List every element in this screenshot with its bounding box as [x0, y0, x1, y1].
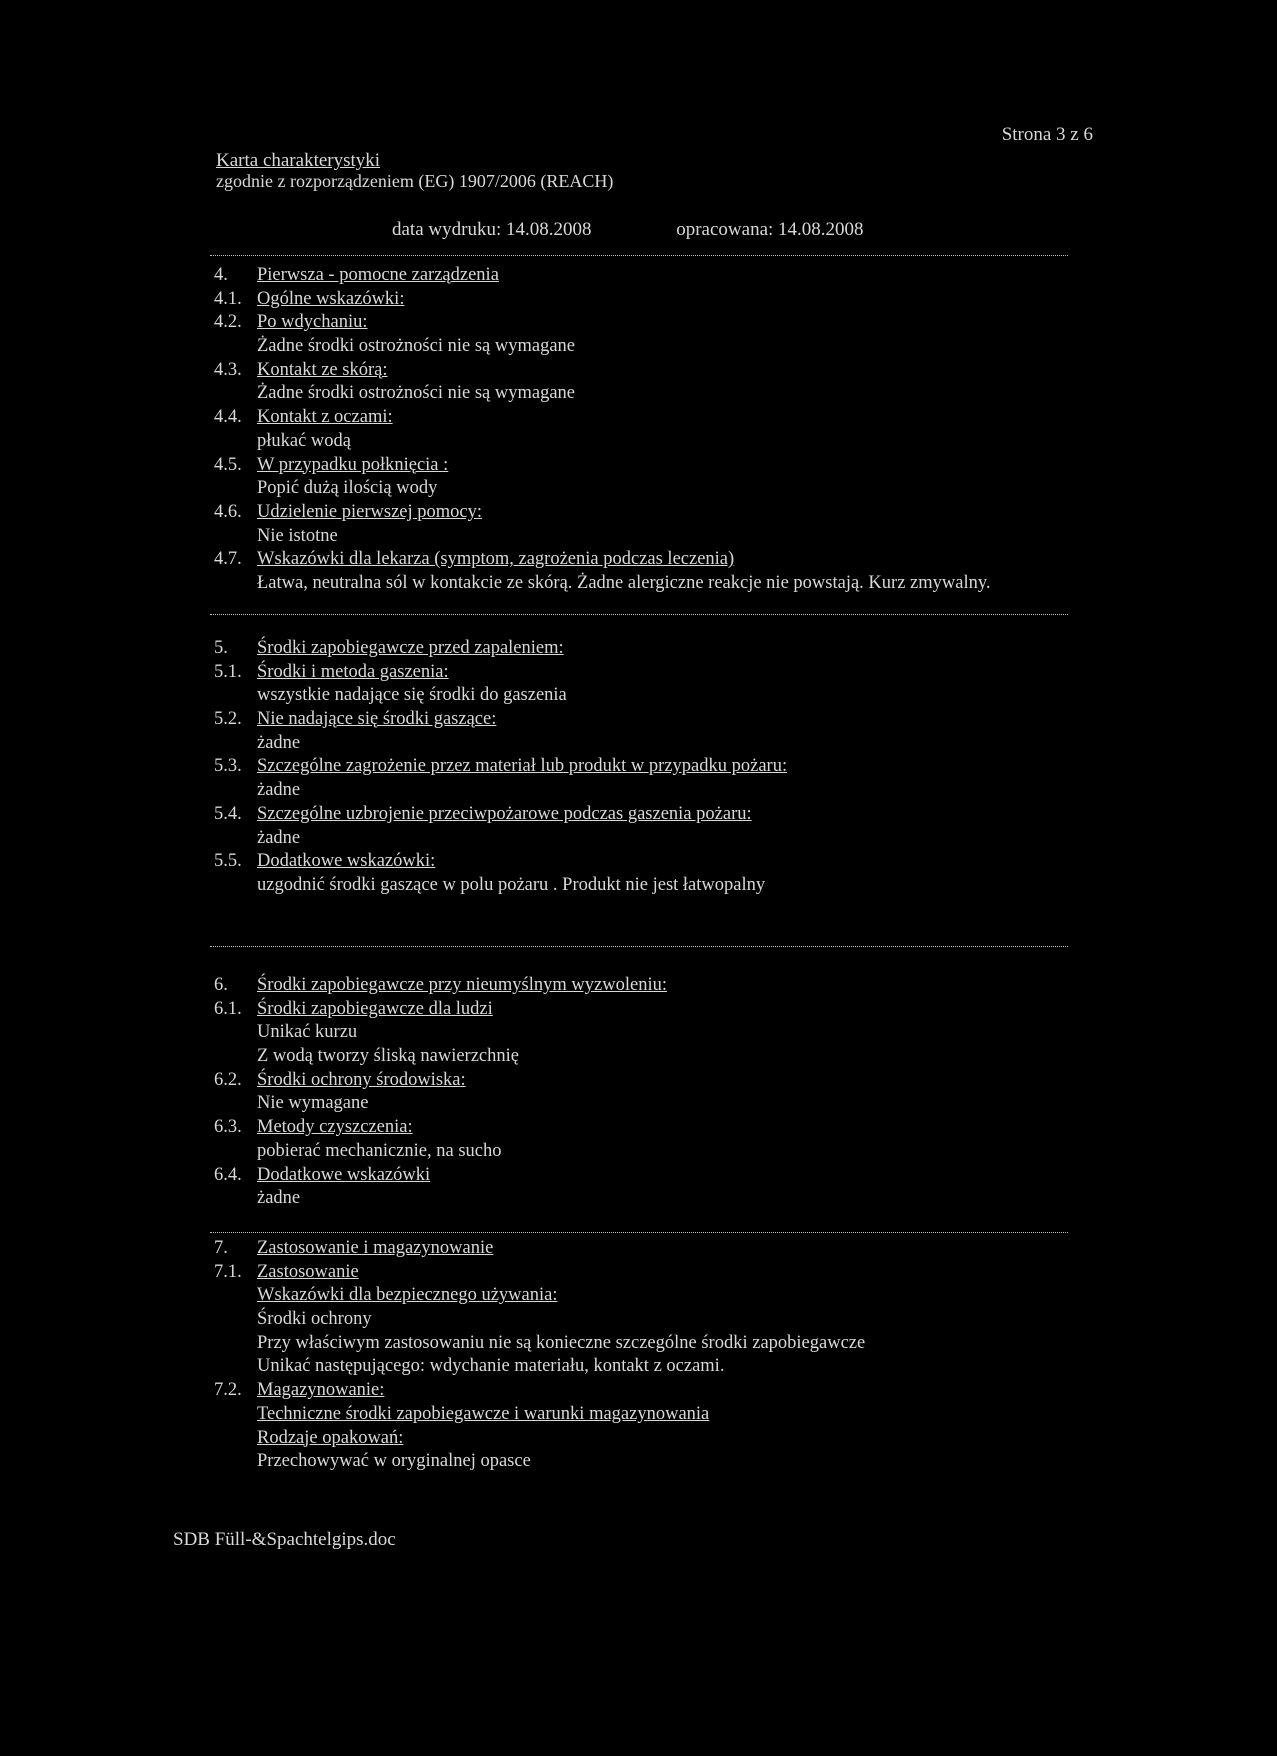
item-text — [0, 1333, 1277, 1357]
item-heading: Ogólne wskazówki: — [257, 288, 405, 309]
item-number: 5.3. — [214, 756, 242, 777]
item-body: żadne — [257, 780, 301, 801]
item-text — [0, 828, 1277, 852]
item-body: żadne — [257, 827, 301, 848]
subsection-heading — [0, 407, 1277, 431]
item-number: 7.2. — [214, 1380, 242, 1401]
prepared-date: opracowana: 14.08.2008 — [676, 219, 864, 240]
item-text — [0, 1356, 1277, 1380]
item-body: Nie wymagane — [257, 1093, 369, 1114]
item-body: Łatwa, neutralna sól w kontakcie ze skórą. Żadne alergiczne reakcje nie powstają. Kurz zmywalny. — [257, 572, 991, 593]
item-heading-line — [0, 1285, 1277, 1309]
item-heading-line — [0, 1428, 1277, 1452]
subsection-heading — [0, 1117, 1277, 1141]
item-heading: W przypadku połknięcia : — [257, 454, 449, 475]
subsection-heading — [0, 1165, 1277, 1189]
item-text — [0, 733, 1277, 757]
item-text — [0, 478, 1277, 502]
item-text — [0, 1022, 1277, 1046]
print-date: data wydruku: 14.08.2008 — [392, 219, 592, 240]
subsection-heading — [0, 756, 1277, 780]
item-text — [0, 685, 1277, 709]
subsection-heading — [0, 549, 1277, 573]
item-heading: Zastosowanie i magazynowanie — [257, 1238, 494, 1258]
item-body: Przy właściwym zastosowaniu nie są konieczne szczególne środki zapobiegawcze — [257, 1332, 866, 1353]
item-number: 6.1. — [214, 998, 242, 1019]
item-text — [0, 1046, 1277, 1070]
item-heading-line — [0, 1404, 1277, 1428]
item-heading: Zastosowanie — [257, 1261, 359, 1282]
item-number: 5.2. — [214, 709, 242, 730]
item-body: Nie istotne — [257, 525, 338, 546]
item-heading: Magazynowanie: — [257, 1380, 385, 1401]
item-text — [0, 336, 1277, 360]
item-heading: Techniczne środki zapobiegawcze i warunki magazynowania — [257, 1403, 710, 1424]
item-body: płukać wodą — [257, 430, 352, 451]
divider — [210, 614, 1068, 615]
item-body: Środki ochrony — [257, 1309, 372, 1330]
subsection-heading — [0, 502, 1277, 526]
item-text — [0, 1141, 1277, 1165]
item-heading: Środki ochrony środowiska: — [257, 1069, 466, 1090]
item-heading: Środki zapobiegawcze dla ludzi — [257, 998, 493, 1019]
subsection-heading — [0, 360, 1277, 384]
item-number: 5.4. — [214, 803, 242, 824]
item-heading: Środki zapobiegawcze przy nieumyślnym wyzwoleniu: — [257, 975, 667, 995]
item-number: 5.5. — [214, 851, 242, 872]
subsection-heading — [0, 804, 1277, 828]
section-heading — [0, 265, 1277, 289]
divider — [210, 1232, 1068, 1233]
item-text — [0, 780, 1277, 804]
divider — [210, 255, 1068, 256]
item-heading: Po wdychaniu: — [257, 312, 368, 333]
item-heading: Dodatkowe wskazówki — [257, 1164, 431, 1185]
subsection-heading — [0, 709, 1277, 733]
item-body: Żadne środki ostrożności nie są wymagane — [257, 336, 576, 357]
item-number: 4.4. — [214, 407, 242, 428]
document-title: Karta charakterystyki — [216, 150, 381, 171]
section-4 — [0, 265, 1277, 597]
subsection-heading — [0, 999, 1277, 1023]
item-text — [0, 875, 1277, 899]
divider — [210, 946, 1068, 947]
item-heading: Środki zapobiegawcze przed zapaleniem: — [257, 638, 564, 658]
item-body: Z wodą tworzy śliską nawierzchnię — [257, 1046, 519, 1067]
section-5 — [0, 638, 1277, 899]
section-heading — [0, 638, 1277, 662]
item-number: 6. — [214, 975, 228, 995]
footer-filename: SDB Füll-&Spachtelgips.doc — [173, 1529, 396, 1550]
item-number: 6.4. — [214, 1164, 242, 1185]
item-number: 4.1. — [214, 288, 242, 309]
subsection-heading — [0, 851, 1277, 875]
item-body: żadne — [257, 1188, 301, 1209]
item-number: 5. — [214, 638, 228, 658]
item-text — [0, 526, 1277, 550]
item-number: 4.2. — [214, 312, 242, 333]
item-text — [0, 383, 1277, 407]
section-6 — [0, 975, 1277, 1212]
item-number: 5.1. — [214, 661, 242, 682]
item-number: 4. — [214, 265, 228, 285]
item-heading: Rodzaje opakowań: — [257, 1427, 404, 1448]
item-heading: Wskazówki dla bezpiecznego używania: — [257, 1285, 558, 1306]
item-number: 7.1. — [214, 1261, 242, 1282]
item-body: wszystkie nadające się środki do gaszenia — [257, 685, 567, 706]
item-heading: Szczególne uzbrojenie przeciwpożarowe podczas gaszenia pożaru: — [257, 803, 752, 824]
item-heading: Udzielenie pierwszej pomocy: — [257, 501, 482, 522]
section-heading — [0, 1238, 1277, 1262]
item-text — [0, 1451, 1277, 1475]
item-number: 7. — [214, 1238, 228, 1258]
item-text — [0, 431, 1277, 455]
subsection-heading — [0, 1070, 1277, 1094]
subsection-heading — [0, 455, 1277, 479]
item-heading: Pierwsza - pomocne zarządzenia — [257, 265, 499, 285]
item-heading: Środki i metoda gaszenia: — [257, 661, 449, 682]
item-text — [0, 1188, 1277, 1212]
item-body: żadne — [257, 732, 301, 753]
date-row — [392, 219, 864, 241]
item-heading: Szczególne zagrożenie przez materiał lub produkt w przypadku pożaru: — [257, 756, 788, 777]
item-heading: Nie nadające się środki gaszące: — [257, 709, 497, 730]
subsection-heading — [0, 289, 1277, 313]
item-text — [0, 1309, 1277, 1333]
item-number: 4.3. — [214, 359, 242, 380]
item-body: Żadne środki ostrożności nie są wymagane — [257, 383, 576, 404]
item-text — [0, 1093, 1277, 1117]
page-number: Strona 3 z 6 — [1001, 124, 1093, 145]
item-body: Popić dużą ilością wody — [257, 478, 438, 499]
subsection-heading — [0, 662, 1277, 686]
section-heading — [0, 975, 1277, 999]
item-text — [0, 573, 1277, 597]
item-body: pobierać mechanicznie, na sucho — [257, 1140, 502, 1161]
item-number: 4.5. — [214, 454, 242, 475]
item-body: uzgodnić środki gaszące w polu pożaru . Produkt nie jest łatwopalny — [257, 874, 766, 895]
item-body: Unikać następującego: wdychanie materiału, kontakt z oczami. — [257, 1356, 725, 1377]
item-body: Przechowywać w oryginalnej opasce — [257, 1451, 531, 1472]
section-7 — [0, 1238, 1277, 1475]
item-number: 4.6. — [214, 501, 242, 522]
document-subtitle: zgodnie z rozporządzeniem (EG) 1907/2006 (REACH) — [216, 171, 614, 191]
item-number: 6.2. — [214, 1069, 242, 1090]
item-heading: Dodatkowe wskazówki: — [257, 851, 436, 872]
item-heading: Kontakt ze skórą: — [257, 359, 388, 380]
item-number: 4.7. — [214, 549, 242, 570]
item-heading: Metody czyszczenia: — [257, 1117, 413, 1138]
item-body: Unikać kurzu — [257, 1022, 358, 1043]
subsection-heading — [0, 1262, 1277, 1286]
item-heading: Wskazówki dla lekarza (symptom, zagrożenia podczas leczenia) — [257, 549, 735, 570]
item-number: 6.3. — [214, 1117, 242, 1138]
subsection-heading — [0, 312, 1277, 336]
item-heading: Kontakt z oczami: — [257, 407, 393, 428]
subsection-heading — [0, 1380, 1277, 1404]
